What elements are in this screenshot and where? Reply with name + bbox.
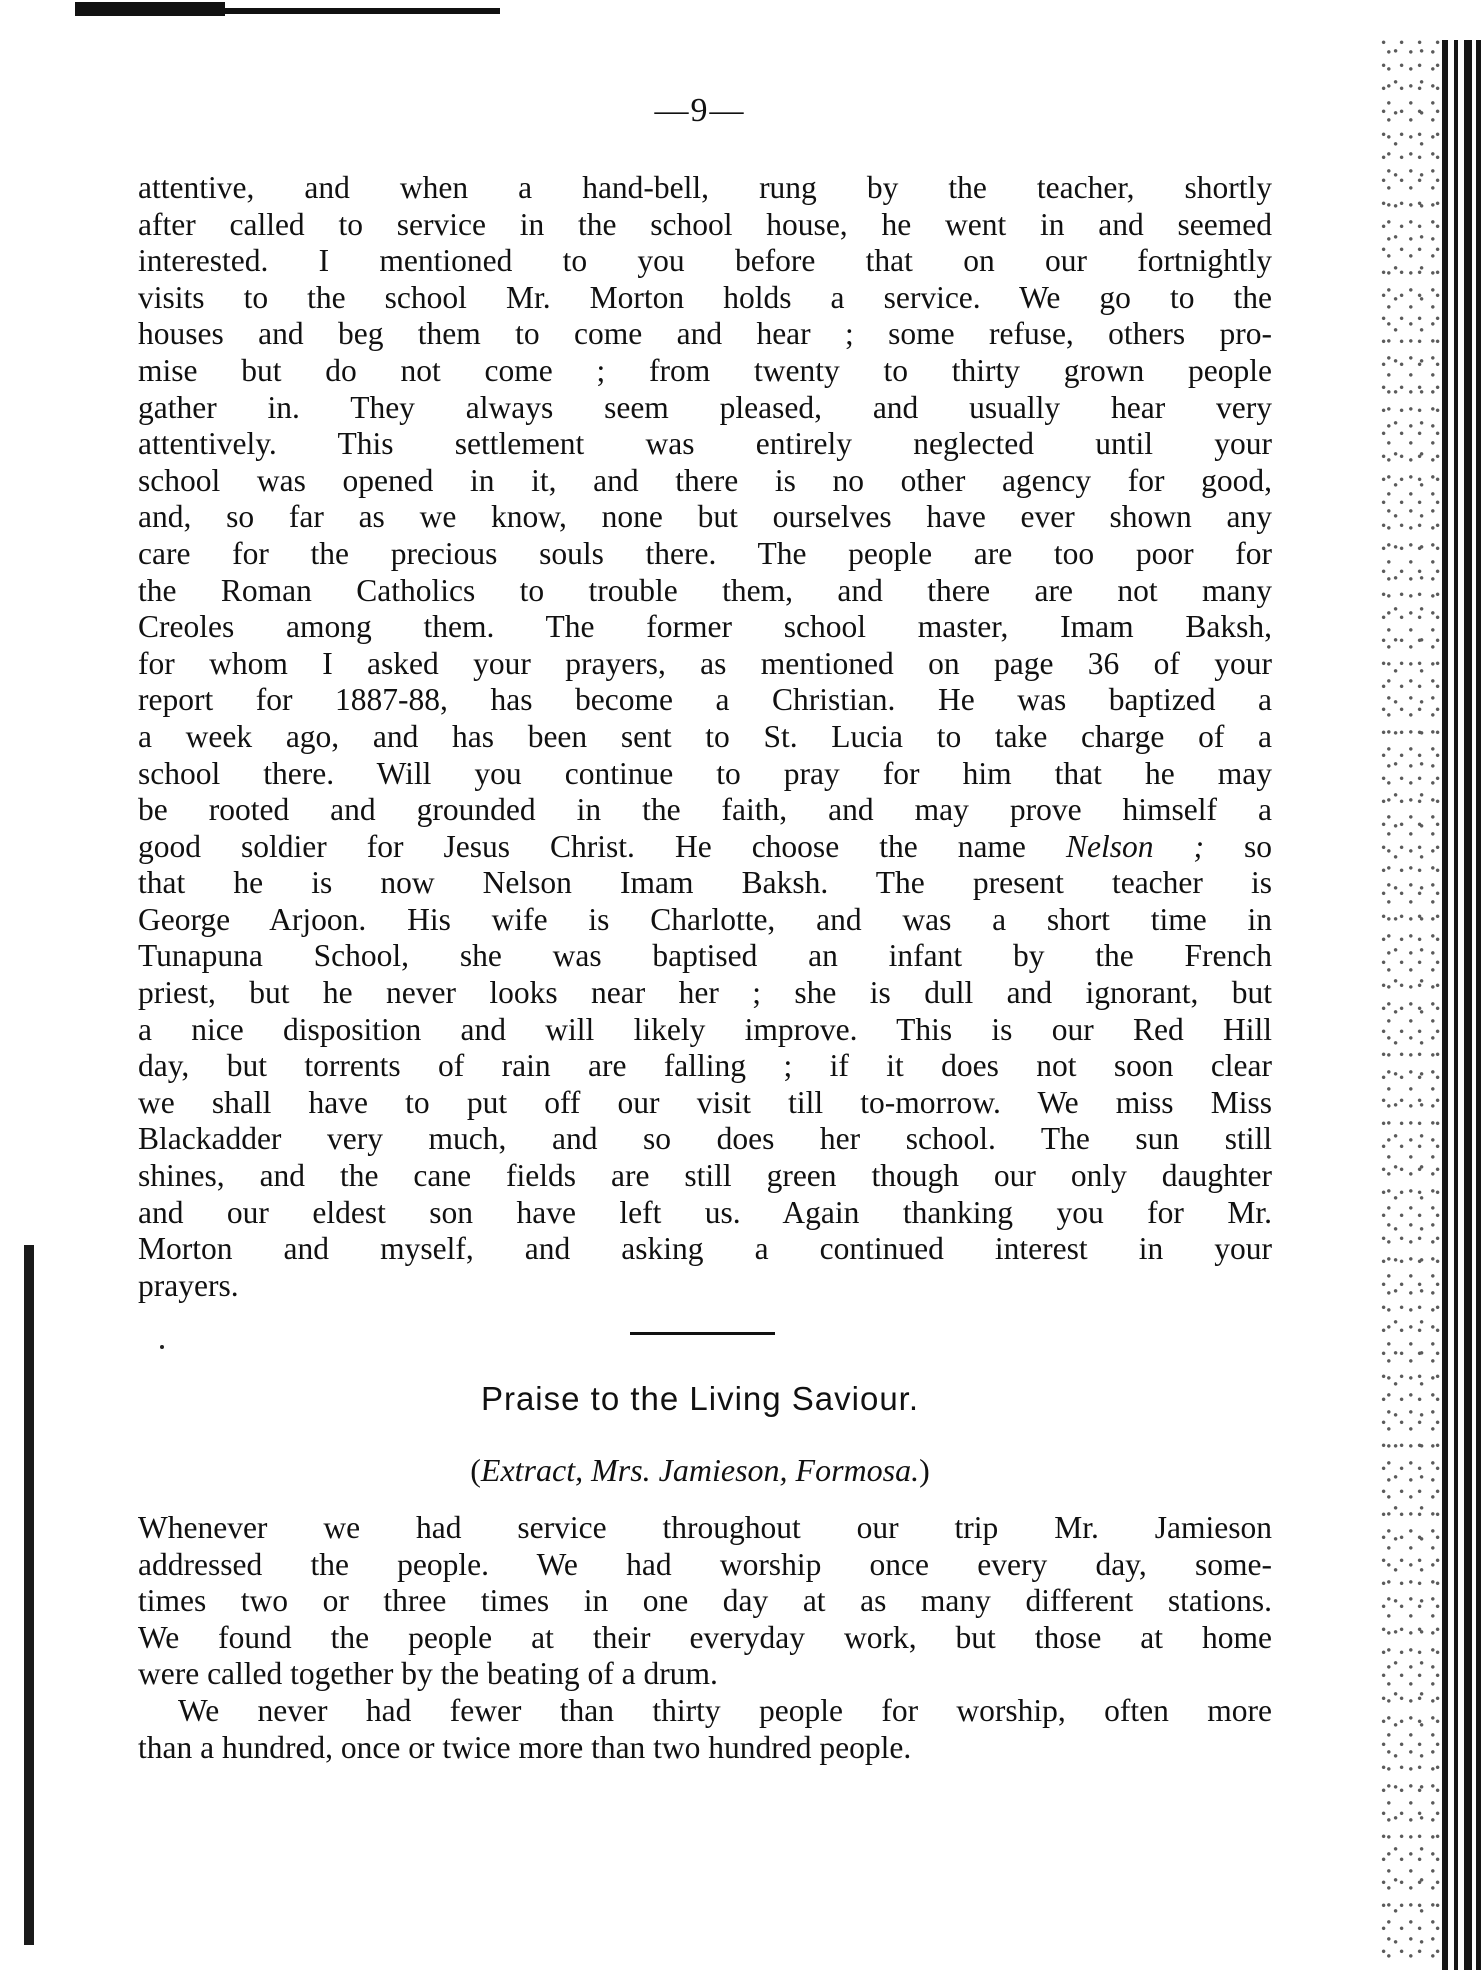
- text-segment: good soldier for Jesus Christ. He choose the name: [138, 828, 1026, 864]
- text-line: Creoles among them. The former school master, Imam Baksh,: [138, 609, 1272, 645]
- section-title: Praise to the Living Saviour.: [480, 1380, 920, 1417]
- text-line: Blackadder very much, and so does her school. The sun still: [138, 1121, 1272, 1157]
- text-line: mise but do not come ; from twenty to thirty grown people: [138, 352, 1272, 388]
- text-line: visits to the school Mr. Morton holds a service. We go to the: [138, 279, 1272, 315]
- edge-strip: [1442, 40, 1448, 1970]
- text-line: attentive, and when a hand-bell, rung by the teacher, shortly: [138, 170, 1272, 205]
- text-line: school was opened in it, and there is no other agency for good,: [138, 462, 1272, 498]
- text-line: report for 1887-88, has become a Christian. He was baptized a: [138, 682, 1272, 718]
- print-speck: [160, 1345, 164, 1349]
- text-line: addressed the people. We had worship once every day, some-: [138, 1546, 1272, 1582]
- letter-body: [138, 170, 1272, 1304]
- extract-body: [138, 1510, 1272, 1766]
- left-scan-edge: [24, 1245, 34, 1945]
- text-line: gather in. They always seem pleased, and usually hear very: [138, 389, 1272, 425]
- section-divider: [630, 1332, 775, 1335]
- text-line: the Roman Catholics to trouble them, and there are not many: [138, 572, 1272, 608]
- scan-speckle: [1380, 40, 1440, 1970]
- text-line: We never had fewer than thirty people for worship, often more: [178, 1692, 1272, 1728]
- text-line: Tunapuna School, she was baptised an infant by the French: [138, 938, 1272, 974]
- right-scan-edge: [1380, 40, 1484, 1970]
- text-line: a nice disposition and will likely improve. This is our Red Hill: [138, 1011, 1272, 1047]
- text-line: be rooted and grounded in the faith, and may prove himself a: [138, 792, 1272, 828]
- edge-strip: [1476, 40, 1481, 1970]
- text-line: times two or three times in one day at as many different stations.: [138, 1583, 1272, 1619]
- text-line: and, so far as we know, none but ourselves have ever shown any: [138, 499, 1272, 535]
- page-number: —9—: [654, 92, 746, 129]
- text-line: than a hundred, once or twice more than two hundred people.: [138, 1729, 912, 1765]
- subtitle-open-paren: (: [470, 1452, 481, 1488]
- text-line: priest, but he never looks near her ; she is dull and ignorant, but: [138, 975, 1272, 1011]
- text-line: day, but torrents of rain are falling ; if it does not soon clear: [138, 1048, 1272, 1084]
- text-line: school there. Will you continue to pray for him that he may: [138, 755, 1272, 791]
- section-subtitle: [300, 1452, 1100, 1489]
- text-line: were called together by the beating of a drum.: [138, 1656, 718, 1692]
- text-line: we shall have to put off our visit till to-morrow. We miss Miss: [138, 1084, 1272, 1120]
- text-line: shines, and the cane fields are still green though our only daughter: [138, 1158, 1272, 1194]
- text-line: that he is now Nelson Imam Baksh. The present teacher is: [138, 865, 1272, 901]
- text-line: We found the people at their everyday work, but those at home: [138, 1619, 1272, 1655]
- subtitle-close-paren: ): [919, 1452, 930, 1488]
- top-edge-rule: [75, 8, 500, 14]
- text-line-with-italic: [138, 829, 1272, 866]
- edge-strip: [1454, 40, 1458, 1970]
- subtitle-italic: Extract, Mrs. Jamieson, Formosa.: [480, 1452, 920, 1488]
- text-line: George Arjoon. His wife is Charlotte, and was a short time in: [138, 901, 1272, 937]
- text-line: houses and beg them to come and hear ; some refuse, others pro-: [138, 316, 1272, 352]
- text-line: for whom I asked your prayers, as mentioned on page 36 of your: [138, 645, 1272, 681]
- text-line: attentively. This settlement was entirely neglected until your: [138, 426, 1272, 462]
- italic-name: Nelson ;: [1065, 828, 1204, 864]
- edge-strip: [1464, 40, 1472, 1970]
- text-line: a week ago, and has been sent to St. Lucia to take charge of a: [138, 718, 1272, 754]
- text-segment: so: [1203, 828, 1272, 864]
- text-line: and our eldest son have left us. Again thanking you for Mr.: [138, 1194, 1272, 1230]
- text-line: after called to service in the school house, he went in and seemed: [138, 206, 1272, 242]
- text-line: Morton and myself, and asking a continued interest in your: [138, 1231, 1272, 1267]
- text-line: care for the precious souls there. The people are too poor for: [138, 535, 1272, 571]
- text-line: interested. I mentioned to you before that on our fortnightly: [138, 243, 1272, 279]
- text-line: Whenever we had service throughout our trip Mr. Jamieson: [138, 1510, 1272, 1545]
- text-line: prayers.: [138, 1267, 239, 1303]
